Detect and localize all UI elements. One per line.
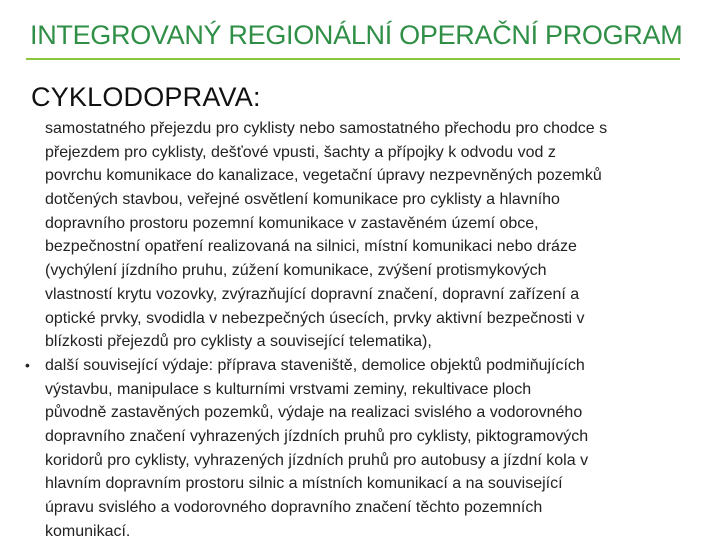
bullet-item: [25, 354, 720, 543]
text-line: výstavbu, manipulace s kulturními vrstvami zeminy, rekultivace ploch: [45, 380, 532, 398]
section-heading: CYKLODOPRAVA:: [31, 82, 261, 112]
text-line: úpravu svislého a vodorovného dopravního značení těchto pozemních: [45, 499, 543, 516]
text-line: blízkosti přejezdů pro cyklisty a související telematika),: [45, 333, 432, 351]
text-line: samostatného přejezdu pro cyklisty nebo samostatného přechodu pro chodce s: [45, 120, 608, 137]
text-line: koridorů pro cyklisty, vyhrazených jízdních pruhů pro autobusy a jízdní kola v: [45, 451, 589, 469]
text-line: (vychýlení jízdního pruhu, zúžení komunikace, zvýšení protismykových: [45, 262, 547, 280]
continuation-paragraph: [45, 117, 720, 354]
text-line: bezpečnostní opatření realizovaná na silnici, místní komunikaci nebo dráze: [45, 238, 577, 256]
slide-title: INTEGROVANÝ REGIONÁLNÍ OPERAČNÍ PROGRAM: [30, 20, 683, 50]
text-line: původně zastavěných pozemků, výdaje na realizaci svislého a vodorovného: [45, 404, 583, 422]
text-line: komunikací.: [45, 522, 131, 540]
text-line: dotčených stavbou, veřejné osvětlení komunikace pro cyklisty a hlavního: [45, 191, 560, 209]
text-line: hlavním dopravním prostoru silnic a místních komunikací a na související: [45, 475, 563, 493]
text-line: další související výdaje: příprava staveniště, demolice objektů podmiňujících: [45, 356, 585, 374]
text-line: povrchu komunikace do kanalizace, vegetační úpravy nezpevněných pozemků: [45, 167, 602, 185]
text-line: dopravního značení vyhrazených jízdních pruhů pro cyklisty, piktogramových: [45, 427, 589, 445]
title-underline: [26, 58, 680, 60]
text-line: přejezdem pro cyklisty, dešťové vpusti, šachty a přípojky k odvodu vod z: [45, 143, 556, 161]
text-line: optické prvky, svodidla v nebezpečných úsecích, prvky aktivní bezpečnosti v: [45, 309, 585, 327]
text-line: vlastností krytu vozovky, zvýrazňující dopravní značení, dopravní zařízení a: [45, 285, 580, 303]
text-line: dopravního prostoru pozemní komunikace v zastavěném území obce,: [45, 214, 539, 232]
bullet-icon: •: [25, 356, 30, 373]
slide-body: [25, 117, 720, 543]
